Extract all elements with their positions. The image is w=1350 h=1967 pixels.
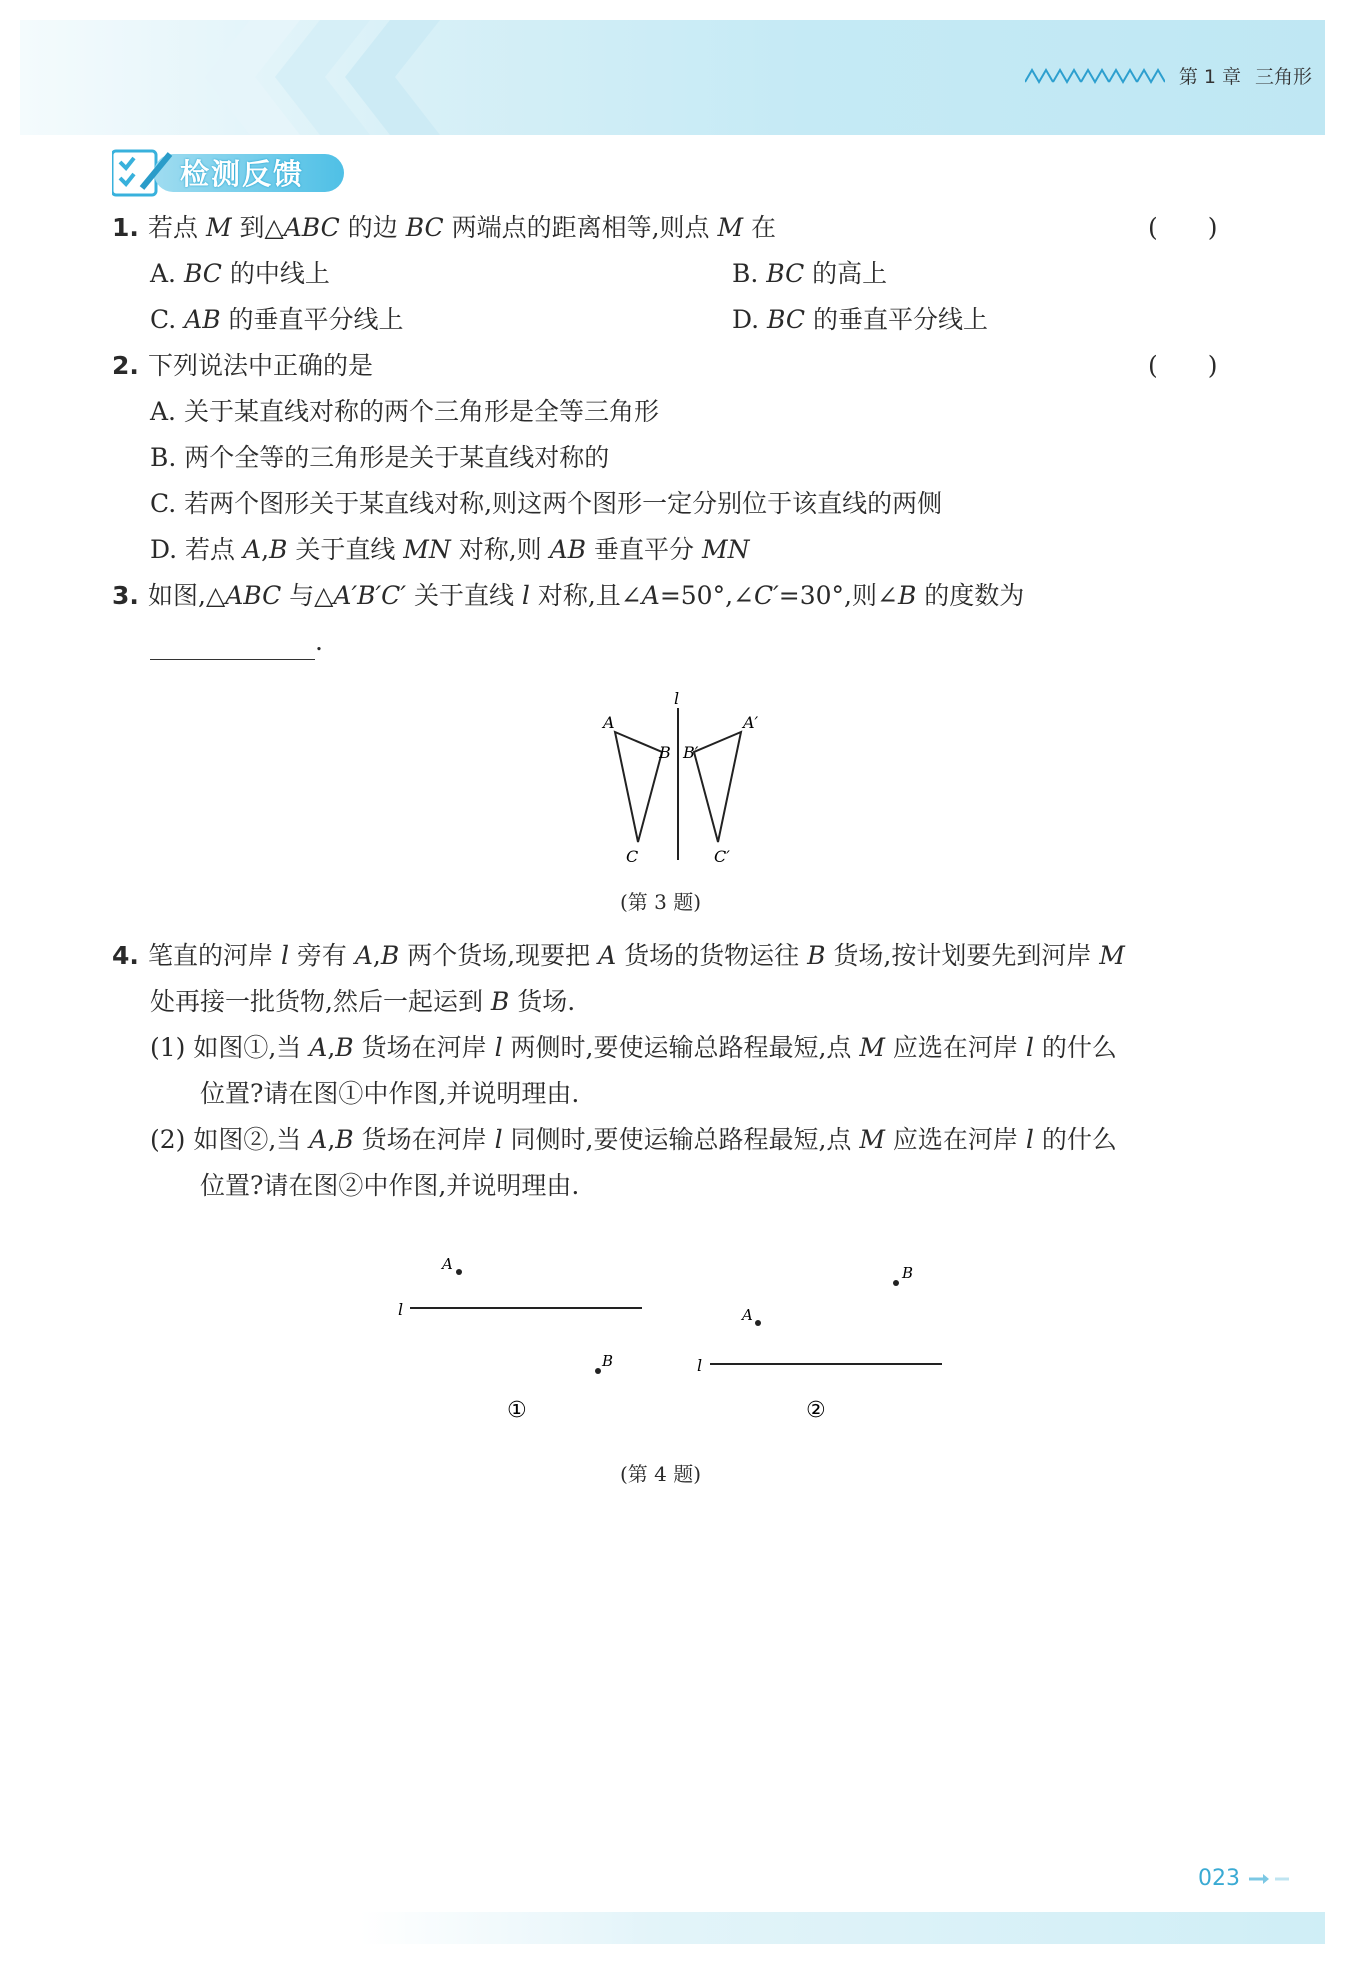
answer-blank-line[interactable]: .: [150, 624, 323, 660]
label-b: B: [659, 743, 671, 762]
question-2: 2. 下列说法中正确的是: [112, 348, 373, 384]
mountain-pattern-icon: [1025, 66, 1165, 84]
arrow-decoration-icon: [1247, 1873, 1297, 1885]
question-3: 3. 如图,△ABC 与△A′B′C′ 关于直线 l 对称,且∠A=50°,∠C′=30°,则∠B 的度数为: [112, 578, 1024, 614]
chapter-title: 三角形: [1254, 65, 1312, 88]
label-b-prime: B′: [683, 743, 699, 762]
question-number: 4.: [112, 941, 139, 970]
label-c: C: [626, 847, 639, 866]
question-4: 4. 笔直的河岸 l 旁有 A,B 两个货场,现要把 A 货场的货物运往 B 货场,按计划要先到河岸 M: [112, 938, 1125, 974]
diagram-1: [398, 1255, 642, 1423]
label-a: A: [603, 713, 615, 732]
label-a-prime: A′: [743, 713, 759, 732]
label-a: A: [442, 1255, 453, 1273]
label-l: l: [674, 690, 680, 708]
question-4-part-1: (1) 如图①,当 A,B 货场在河岸 l 两侧时,要使运输总路程最短,点 M 应选在河岸 l 的什么: [150, 1033, 1117, 1062]
diagram-2: [697, 1264, 942, 1423]
diagram-2-label: ②: [806, 1398, 826, 1423]
figure-3-caption: (第 3 题): [620, 890, 702, 914]
question-4-line-2: 处再接一批货物,然后一起运到 B 货场.: [150, 987, 576, 1016]
label-b: B: [602, 1352, 614, 1370]
triangle-abc: [615, 732, 662, 842]
figure-3-triangles: [590, 690, 770, 870]
option-d: D. BC 的垂直平分线上: [732, 305, 988, 334]
answer-parentheses: ( ): [1148, 351, 1218, 380]
question-number: 3.: [112, 581, 139, 610]
figure-4-caption: (第 4 题): [620, 1462, 702, 1486]
footer-band: [360, 1912, 1325, 1944]
option-b: B. 两个全等的三角形是关于某直线对称的: [150, 443, 610, 472]
header-chevron-decoration: [20, 20, 440, 135]
page-number: 023: [1198, 1866, 1297, 1891]
question-1: 1. 若点 M 到△ABC 的边 BC 两端点的距离相等,则点 M 在: [112, 210, 776, 246]
triangle-abc-prime: [694, 732, 741, 842]
chapter-number: 第 1 章: [1178, 65, 1241, 88]
figure-4-river-diagrams: [390, 1245, 970, 1435]
option-a: A. BC 的中线上: [150, 259, 330, 288]
option-a: A. 关于某直线对称的两个三角形是全等三角形: [150, 397, 659, 426]
question-number: 1.: [112, 213, 139, 242]
label-b: B: [902, 1264, 914, 1282]
question-4-part-2: (2) 如图②,当 A,B 货场在河岸 l 同侧时,要使运输总路程最短,点 M 应选在河岸 l 的什么: [150, 1125, 1117, 1154]
diagram-1-label: ①: [507, 1398, 527, 1423]
question-4-part-2-line-2: 位置?请在图②中作图,并说明理由.: [200, 1171, 580, 1200]
option-c: C. AB 的垂直平分线上: [150, 305, 404, 334]
section-title: 检测反馈: [180, 157, 305, 191]
question-4-part-1-line-2: 位置?请在图①中作图,并说明理由.: [200, 1079, 580, 1108]
label-c-prime: C′: [714, 847, 730, 866]
label-a: A: [742, 1306, 753, 1324]
answer-parentheses: ( ): [1148, 213, 1218, 242]
label-l: l: [398, 1300, 404, 1319]
option-c: C. 若两个图形关于某直线对称,则这两个图形一定分别位于该直线的两侧: [150, 489, 943, 518]
option-d: D. 若点 A,B 关于直线 MN 对称,则 AB 垂直平分 MN: [150, 535, 750, 564]
option-b: B. BC 的高上: [732, 259, 888, 288]
label-l: l: [697, 1356, 703, 1375]
question-number: 2.: [112, 351, 139, 380]
header-chapter-info: [1025, 60, 1312, 90]
